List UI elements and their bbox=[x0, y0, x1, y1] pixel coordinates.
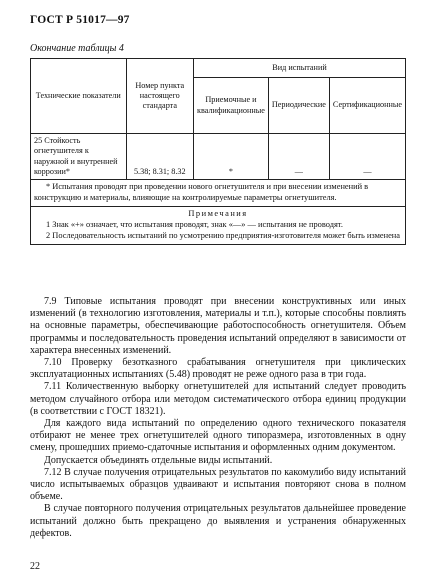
paragraph: 7.12 В случае получения отрицательных результатов по какомулибо виду испытаний число испытываемых образцов удваивают и испытания повторяют снова в полном объеме. bbox=[30, 466, 406, 503]
note-1: 1 Знак «+» означает, что испытания проводят, знак «—» — испытания не проводят. bbox=[46, 219, 343, 229]
paragraph: 7.10 Проверку безотказного срабатывания огнетушителя при циклических эксплуатационных испытаниях (5.48) проводят не реже одного раза в три года. bbox=[30, 357, 406, 381]
table-notes bbox=[31, 206, 406, 244]
tests-table bbox=[30, 58, 406, 245]
row-periodic: — bbox=[268, 134, 329, 180]
header-tests: Вид испытаний bbox=[194, 59, 406, 78]
row-acceptance: * bbox=[194, 134, 269, 180]
note-2: 2 Последовательность испытаний по усмотрению предприятия-изготовителя может быть изменена bbox=[46, 230, 400, 240]
header-periodic: Периодические bbox=[268, 78, 329, 134]
notes-title: Примечания bbox=[188, 208, 248, 218]
paragraph: В случае повторного получения отрицательных результатов дальнейшее проведение испытаний должно быть прекращено до выявления и устранения обнаруженных дефектов. bbox=[30, 503, 406, 539]
paragraph: 7.9 Типовые испытания проводят при внесении конструктивных или иных изменений (в технологию изготовления, материалы и т.п.), которые способны повлиять на основные параметры, обеспечивающие работоспособность огнетушителя. Объем программы и последовательность проведения испытаний определяют в зависимости от характера внесенных изменений. bbox=[30, 296, 406, 356]
header-acceptance: Приемочные и квалификационные bbox=[194, 78, 269, 134]
paragraph: Допускается объединять отдельные виды испытаний. bbox=[44, 454, 273, 466]
paragraph: 7.11 Количественную выборку огнетушителей для испытаний следует проводить методом случайного отбора или методом систематического отбора единиц продукции (в соответствии с ГОСТ 18321). bbox=[30, 381, 406, 417]
header-params: Технические показатели bbox=[31, 59, 127, 134]
standard-header: ГОСТ Р 51017—97 bbox=[30, 14, 130, 26]
row-param: 25 Стойкость огнетушителя к наружной и внутренней коррозии* bbox=[31, 134, 127, 180]
table-footnote: * Испытания проводят при проведении нового огнетушителя и при внесении изменений в конструкцию и материалы, влияющие на контролируемые параметры огнетушителя. bbox=[31, 180, 406, 207]
row-item: 5.38; 8.31; 8.32 bbox=[126, 134, 194, 180]
paragraph: Для каждого вида испытаний по определению одного технического показателя отбирают не менее трех огнетушителей одного типоразмера, изготовленных в одну смену, прошедших приемо-сдаточные испытания и оформленных одним документом. bbox=[30, 418, 406, 454]
table-row bbox=[31, 134, 406, 180]
row-certification: — bbox=[329, 134, 405, 180]
header-certification: Сертификационные bbox=[329, 78, 405, 134]
header-item: Номер пункта настоящего стандарта bbox=[126, 59, 194, 134]
page-number: 22 bbox=[30, 561, 40, 572]
body-text bbox=[30, 296, 406, 540]
table-caption: Окончание таблицы 4 bbox=[30, 43, 124, 54]
